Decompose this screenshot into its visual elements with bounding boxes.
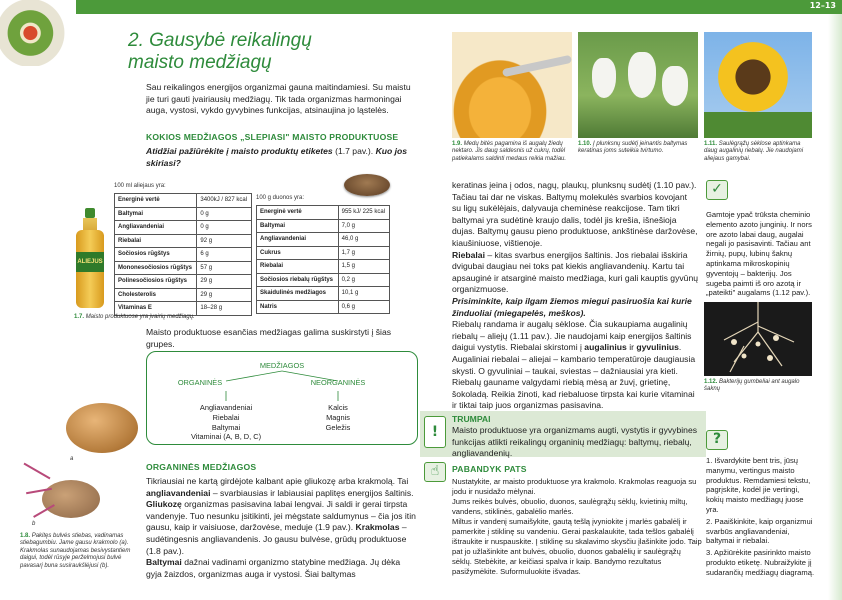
summary-heading: TRUMPAI bbox=[452, 414, 491, 424]
nutrient-value-cell: 7,0 g bbox=[338, 219, 389, 233]
check-icon: ✓ bbox=[706, 180, 728, 200]
fig-1-7-text: Maisto produktuose yra įvairių medžiagų. bbox=[85, 314, 195, 320]
table-row bbox=[115, 288, 252, 302]
nutrient-value-cell: 0 g bbox=[197, 207, 252, 221]
diagram-right-item: Magnis bbox=[326, 412, 350, 422]
page-edge bbox=[828, 14, 842, 600]
nutrient-name-cell: Baltymai bbox=[115, 207, 197, 221]
section-heading-products: KOKIOS MEDŽIAGOS „SLEPIASI" MAISTO PRODUKTUOSE bbox=[146, 132, 399, 142]
roots-photo bbox=[704, 302, 812, 376]
nutrient-name-cell: Sočiosios rūgštys bbox=[115, 248, 197, 262]
fig-1-9-text: Medų bitės pagamina iš augalų žiedų nektaro. Jis daug saldesnis už cukrų, todėl patiekalams saldinti medaus reikia mažiau. bbox=[452, 141, 567, 162]
table-row bbox=[115, 302, 252, 316]
diagram-left-label: ORGANINĖS bbox=[177, 378, 223, 387]
roots-drawing bbox=[704, 302, 812, 376]
fig-1-12-number: 1.12. bbox=[704, 379, 718, 385]
exclamation-icon: ! bbox=[424, 416, 446, 448]
oil-bottle-label: ALIEJUS bbox=[76, 252, 104, 272]
fig-1-8-b-label: b bbox=[32, 521, 36, 527]
salad-photo bbox=[0, 0, 76, 66]
nutrient-name-cell: Polinesočiosios rūgštys bbox=[115, 275, 197, 289]
organic-text-4: – sudėtingesnis angliavandenis. Jo gausu bulvėse, grūdų produktuose (1.8 pav.). bbox=[146, 522, 407, 556]
nutrient-name-cell: Cholesterolis bbox=[115, 288, 197, 302]
nutrient-value-cell: 0,6 g bbox=[338, 300, 389, 314]
nutrient-name-cell: Riebalai bbox=[115, 234, 197, 248]
organic-bold-2: Gliukozę bbox=[146, 499, 182, 510]
page-title bbox=[128, 30, 312, 74]
diagram-left-item: Riebalai bbox=[212, 412, 240, 422]
diagram-right-label: NEORGANINĖS bbox=[310, 378, 366, 387]
table-row bbox=[257, 246, 390, 260]
table-row bbox=[115, 194, 252, 208]
table-row bbox=[257, 273, 390, 287]
intro-paragraph: Sau reikalingos energijos organizmai gauna maitindamiesi. Su maistu jie turi gauti įvairiausių medžiagų. Tik tada organizmas harmoningai auga, vystosi, vykdo gyvybines funkcijas, atsinaujina jo ląstelės. bbox=[146, 82, 411, 116]
hibernation-question: Prisiminkite, kaip ilgam žiemos miegui pasiruošia kai kurie žinduoliai (miegapelės, meškos). bbox=[452, 295, 692, 318]
hand-icon: ☝ bbox=[424, 462, 446, 482]
fig-1-9-number: 1.9. bbox=[452, 141, 463, 147]
diagram-left-item: Baltymai bbox=[211, 422, 241, 432]
plant-fats-and: ir bbox=[629, 342, 634, 353]
nutrient-name-cell: Energinė vertė bbox=[115, 194, 197, 208]
diagram-right-item: Kalcis bbox=[328, 403, 348, 412]
fig-1-8-text: Pakitęs bulvės stiebas, vadinamas stiebagumbiu. Jame gausu krakmolo (a). Krakmolas sunaudojamas besivystantiem daigui, todėl rūsyje perželmojusi bulvė pavasarį buna susiraukšlėjusi (b). bbox=[20, 533, 131, 569]
table-row bbox=[257, 233, 390, 247]
diagram-left-item: Vitaminai (A, B, D, C) bbox=[190, 432, 262, 442]
fig-1-10-text: Į plunksnų sudėtį įeinantis baltymas keratinas joms suteikia tvirtumo. bbox=[578, 141, 688, 155]
table-row bbox=[257, 287, 390, 301]
fig-1-8-caption bbox=[20, 533, 138, 570]
nutrient-value-cell: 92 g bbox=[197, 234, 252, 248]
nutrient-value-cell: 6 g bbox=[197, 248, 252, 262]
nutrient-name-cell: Natris bbox=[257, 300, 339, 314]
task-end: Kuo jos skiriasi? bbox=[146, 146, 408, 168]
nutrient-value-cell: 0 g bbox=[197, 221, 252, 235]
nutrient-value-cell: 57 g bbox=[197, 261, 252, 275]
table-row bbox=[115, 207, 252, 221]
nutrient-value-cell: 46,0 g bbox=[338, 233, 389, 247]
nutrient-name-cell: Vitaminas E bbox=[115, 302, 197, 316]
organic-text-3: organizmas pasisavina labai lengvai. Ji saldi ir gerai tirpsta vandenyje. Tuo nesunku įsitikinti, jei mėgstate saldumynus – čia jos itin gausu, kaip ir vaisiuose, daržovėse, meduje (1.9 pav.). bbox=[146, 499, 416, 533]
table-row bbox=[257, 219, 390, 233]
oil-bottle-image bbox=[74, 208, 106, 308]
nutrient-name-cell: Angliavandeniai bbox=[115, 221, 197, 235]
bread-table-label: 100 g duonos yra: bbox=[256, 195, 305, 201]
honey-photo bbox=[452, 32, 572, 138]
section-heading-organic: ORGANINĖS MEDŽIAGOS bbox=[146, 462, 257, 472]
fats-bold: Riebalai bbox=[452, 249, 485, 260]
animal-fats-bold: gyvulinius bbox=[636, 342, 679, 353]
fig-1-10-caption bbox=[578, 141, 696, 156]
organic-bold-1: angliavandeniai bbox=[146, 487, 211, 498]
fig-1-7-caption bbox=[74, 314, 314, 321]
nutrient-name-cell: Riebalai bbox=[257, 260, 339, 274]
table-row bbox=[115, 234, 252, 248]
table-row bbox=[115, 261, 252, 275]
nutrient-name-cell: Energinė vertė bbox=[257, 206, 339, 220]
nutrient-value-cell: 1,5 g bbox=[338, 260, 389, 274]
nutrient-name-cell: Cukrus bbox=[257, 246, 339, 260]
right-column-text bbox=[452, 180, 698, 412]
nutrient-name-cell: Baltymai bbox=[257, 219, 339, 233]
fig-1-8-number: 1.8. bbox=[20, 533, 31, 539]
table-row bbox=[115, 221, 252, 235]
nutrient-value-cell: 29 g bbox=[197, 275, 252, 289]
oil-table-label: 100 ml aliejaus yra: bbox=[114, 183, 166, 189]
bread-photo bbox=[344, 174, 390, 196]
diagram-left-item: Angliavandeniai bbox=[199, 403, 253, 412]
fig-1-7-number: 1.7. bbox=[74, 314, 85, 320]
fig-1-11-text: Saulėgrąžų sėklose aptinkama daug augalinių riebalų. Jie naudojami aliejaus gamybai. bbox=[704, 141, 804, 162]
geese-photo bbox=[578, 32, 698, 138]
experiment-heading: PABANDYK PATS bbox=[452, 464, 527, 474]
table-row bbox=[257, 206, 390, 220]
fig-1-9-caption bbox=[452, 141, 570, 163]
nutrient-name-cell: Angliavandeniai bbox=[257, 233, 339, 247]
nutrient-value-cell: 1,7 g bbox=[338, 246, 389, 260]
fig-1-8-a-label: a bbox=[70, 456, 74, 462]
fig-1-12-text: Bakterijų gumbeliai ant augalo šaknų bbox=[704, 379, 800, 393]
nutrient-name-cell: Sočiosios riebalų rūgštys bbox=[257, 273, 339, 287]
organic-text-1: Tikriausiai ne kartą girdėjote kalbant apie gliukozę arba krakmolą. Tai bbox=[146, 476, 409, 486]
fig-1-11-caption bbox=[704, 141, 812, 163]
plant-fats-text: Riebalų randama ir augalų sėklose. Čia sukaupiama augalinių riebalų – aliejų (1.11 pav.). Jie naudojami kaip energijos šaltinis daigui vystytis. Riebalai skirstomi į bbox=[452, 319, 692, 353]
table-row bbox=[257, 260, 390, 274]
potato-photo-b bbox=[22, 470, 102, 520]
groups-paragraph: Maisto produktuose esančias medžiagas galima suskirstyti į šias grupes. bbox=[146, 327, 392, 349]
diagram-left-items bbox=[150, 403, 302, 442]
proteins-text: keratinas įeina į odos, nagų, plaukų, plunksnų sudėtį (1.10 pav.). Tačiau tai dar ne viskas. Baltymų molekulės svarbios kovojant su ligų sukėlėjais, dalyvauja cheminėse reakcijose. Tam tikri baltymai yra sudėtinė kraujo dalis, todėl jis krešia, išnešioja dujas. Baltymų gausu pieno produktuose, ankštinėse daržovėse, kiaušiniuose, vištienoje. bbox=[452, 180, 698, 248]
title-line-2: maisto medžiagų bbox=[128, 52, 272, 73]
nutrient-value-cell: 10,1 g bbox=[338, 287, 389, 301]
question-item: 3. Apžiūrėkite pasirinkto maisto produkto etiketę. Nubraižykite jį sudarančių medžiagų diagramą. bbox=[706, 548, 815, 577]
section1-task bbox=[146, 146, 418, 169]
nutrient-value-cell: 955 kJ/ 225 kcal bbox=[338, 206, 389, 220]
task-text: Atidžiai pažiūrėkite į maisto produktų etiketes bbox=[146, 146, 333, 156]
organic-text-5: dažnai vadinami organizmo statybine medžiaga. Jų dėka gyja žaizdos, organizmas auga ir vystosi. Šiai baltymas bbox=[146, 557, 401, 579]
bread-nutrition-table bbox=[256, 205, 390, 314]
table-row bbox=[257, 300, 390, 314]
organic-paragraph bbox=[146, 476, 418, 580]
summary-text: Maisto produktuose yra organizmams augti, vystytis ir gyvybines funkcijas atlikti reikalingų organinių medžiagų: baltymų, riebalų, angliavandenių. bbox=[452, 425, 698, 459]
top-bar bbox=[0, 0, 842, 14]
oil-nutrition-table bbox=[114, 193, 252, 316]
fig-1-12-caption bbox=[704, 379, 814, 394]
organic-bold-3: Krakmolas bbox=[355, 522, 400, 533]
sidebar-nitrogen-text: Gamtoje ypač trūksta cheminio elemento azoto junginių. Ir nors ore azoto labai daug, augalai negali jo pasisavinti. Tačiau ant žirnių, pupų, lubinų šaknų aptinkama mikroskopinių gyventojų – bakterijų. Jos sugeba paimti iš oro azotą ir „pateikti" augalams (1.12 pav.). bbox=[706, 210, 812, 298]
fats-text: – kitas svarbus energijos šaltinis. Jos riebalai išskiria dvigubai daugiau nei toks pat kiekis angliavandenių. Kartu tai apsauginė ir atsarginė maisto medžiaga, kuri gali kauptis gyvūnų organizmuose. bbox=[452, 249, 699, 295]
potato-photo-a bbox=[66, 403, 138, 453]
fats-types-text: . Augaliniai riebalai – aliejai – kambario temperatūroje daugiausia skysti. O gyvuliniai – taukai, sviestas – dažniausiai yra kieti. Riebalų gauname valgydami riebią mėsą ar žuvį, grietinę, šokoladą. Reikia žinoti, kad riebaluose tirpsta kai kurie vitaminai ir tiktai taip juos organizmas pasisavina. bbox=[452, 342, 696, 411]
task-ref: (1.7 pav.). bbox=[335, 146, 374, 156]
nutrient-value-cell: 18–28 g bbox=[197, 302, 252, 316]
organic-text-2: – svarbiausias ir labiausiai paplitęs energijos šaltinis. bbox=[212, 487, 414, 498]
title-line-1: 2. Gausybė reikalingų bbox=[128, 30, 312, 51]
nutrient-name-cell: Mononesočiosios rūgštys bbox=[115, 261, 197, 275]
fig-1-11-number: 1.11. bbox=[704, 141, 718, 147]
page-number: 12–13 bbox=[809, 1, 836, 10]
organic-bold-4: Baltymai bbox=[146, 557, 182, 568]
plant-fats-bold: augalinius bbox=[584, 342, 627, 353]
diagram-right-items bbox=[300, 403, 376, 432]
table-row bbox=[115, 275, 252, 289]
table-row bbox=[115, 248, 252, 262]
sunflower-photo bbox=[704, 32, 812, 138]
experiment-text: Nustatykite, ar maisto produktuose yra krakmolo. Krakmolas reaguoja su jodu ir nusidažo mėlynai. Jums reikės bulvės, obuolio, duonos, saulėgrąžų sėklų, kvietinių miltų, vandens, stiklinės, gabalėlio marlės. Miltus ir vandenį sumaišykite, gautą tešlą įvyniokite į marlės gabalėlį ir pamerkite į stiklinę su vandeniu. Gerai paskalaukite, tada tešlos gabalėlį ištraukite ir nuspauskite. Į stiklinę su skalavimo skysčiu įlašinkite jodo. Taip pat jo užlašinkite ant bulvės, obuolio, duonos gabalėlių ir saulėgrąžų sėklų. Stebėkite, ar keičiasi spalva ir kaip. Bandymo rezultatus pasižymėkite. Suformuluokite išvadas. bbox=[452, 477, 702, 576]
diagram-top-label: MEDŽIAGOS bbox=[259, 361, 305, 370]
question-item: 1. Išvardykite bent tris, jūsų manymu, vertingus maisto produktus. Remdamiesi tekstu, pagrįskite, kodėl jie vertingi, kokių maisto medžiagų juose yra. bbox=[706, 456, 811, 514]
diagram-right-item: Geležis bbox=[325, 422, 351, 432]
nutrient-value-cell: 0,2 g bbox=[338, 273, 389, 287]
nutrient-name-cell: Skaidulinės medžiagos bbox=[257, 287, 339, 301]
nutrient-value-cell: 3400kJ / 827 kcal bbox=[197, 194, 252, 208]
fig-1-10-number: 1.10. bbox=[578, 141, 592, 147]
questions-list bbox=[706, 456, 816, 578]
question-item: 2. Paaiškinkite, kaip organizmui svarbūs angliavandeniai, baltymai ir riebalai. bbox=[706, 516, 813, 546]
question-icon: ? bbox=[706, 430, 728, 450]
nutrient-value-cell: 29 g bbox=[197, 288, 252, 302]
